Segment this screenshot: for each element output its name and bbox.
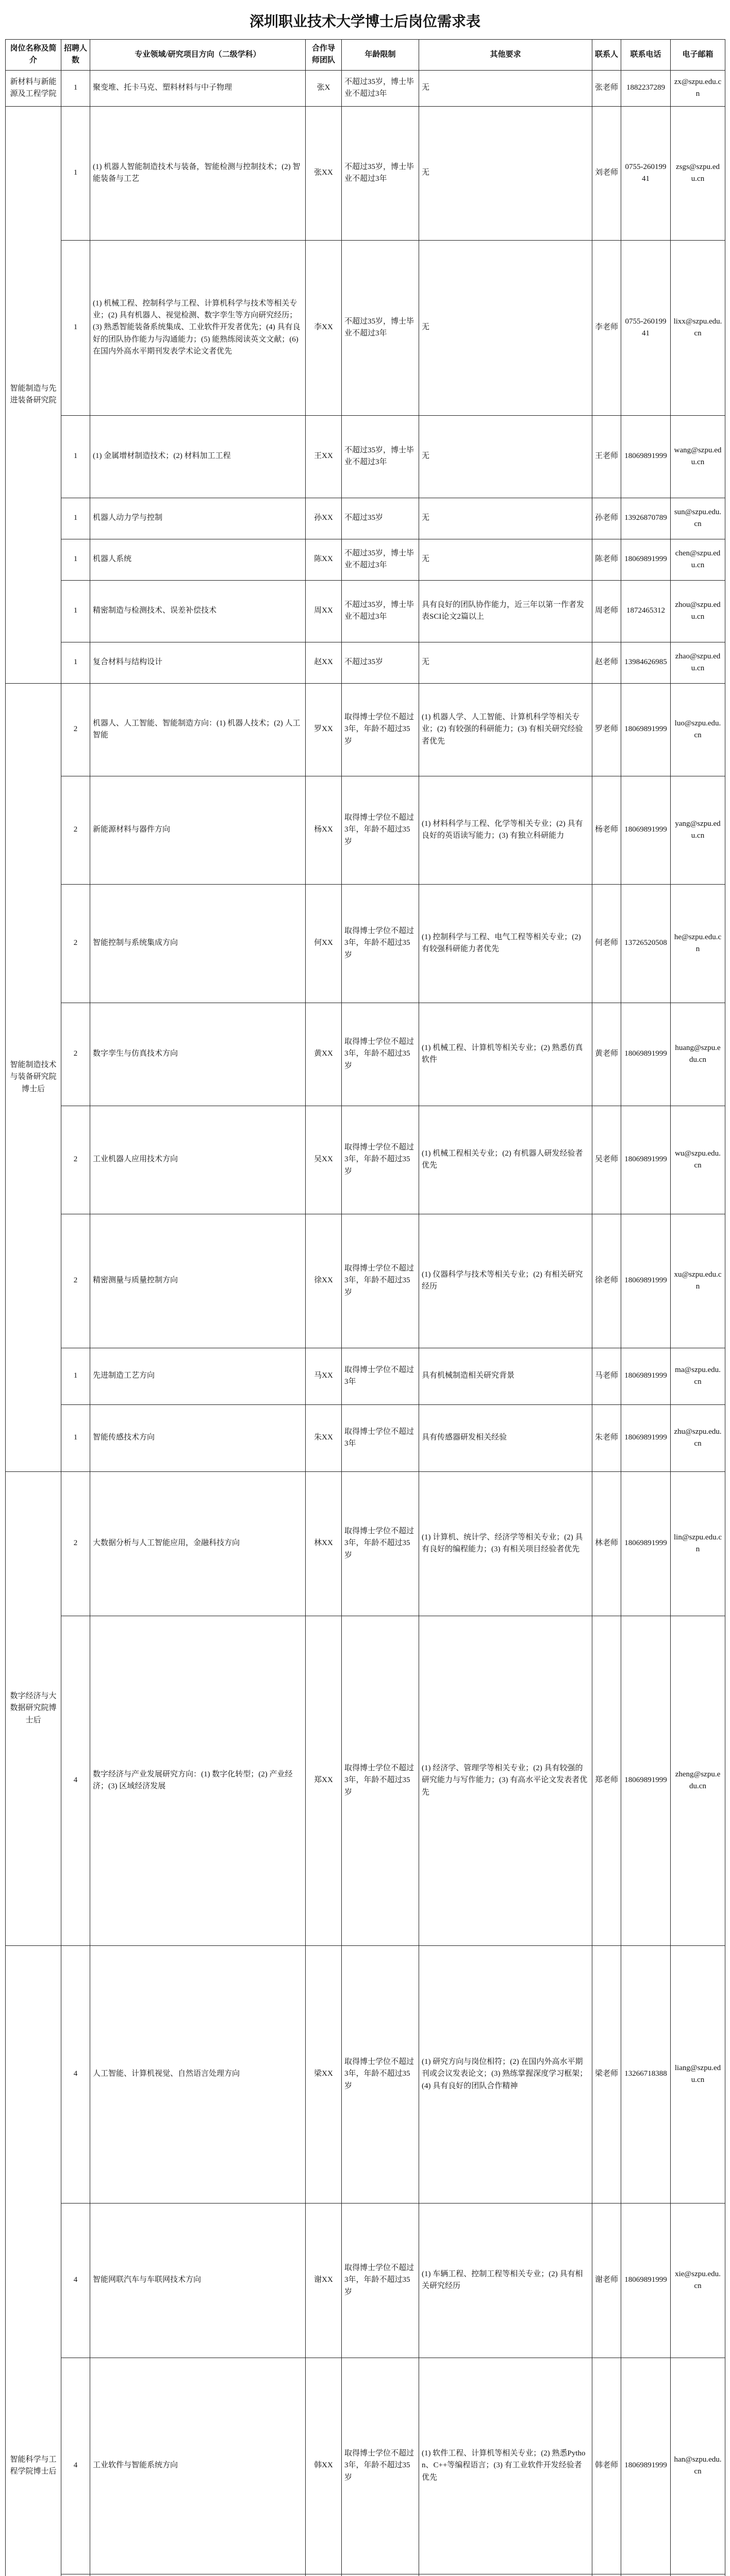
contact-cell: 徐老师 <box>592 1214 621 1348</box>
header-field: 专业领域/研究项目方向（二级学科） <box>90 40 306 71</box>
email-cell[interactable]: han@szpu.edu.cn <box>671 2358 725 2574</box>
header-contact: 联系人 <box>592 40 621 71</box>
contact-cell: 杨老师 <box>592 776 621 884</box>
other-cell: (1) 机器人学、人工智能、计算机科学等相关专业；(2) 有较强的科研能力；(3) 有相关研究经验者优先 <box>419 683 592 776</box>
field-cell: 智能传感技术方向 <box>90 1404 306 1471</box>
count-cell: 1 <box>61 498 90 539</box>
phone-cell: 18069891999 <box>621 1471 671 1616</box>
email-cell[interactable]: xu@szpu.edu.cn <box>671 1214 725 1348</box>
mentor-cell <box>306 2574 342 2576</box>
age-cell: 取得博士学位不超过3年，年龄不超过35岁 <box>342 1214 419 1348</box>
table-row <box>6 1616 725 1945</box>
email-cell[interactable]: zheng@szpu.edu.cn <box>671 1616 725 1945</box>
email-cell[interactable]: zhu@szpu.edu.cn <box>671 1404 725 1471</box>
table-row <box>6 106 725 240</box>
field-cell: 聚变堆、托卡马克、塑料材料与中子物理 <box>90 70 306 106</box>
age-cell: 不超过35岁 <box>342 498 419 539</box>
age-cell: 取得博士学位不超过3年，年龄不超过35岁 <box>342 1471 419 1616</box>
phone-cell: 18069891999 <box>621 415 671 498</box>
count-cell: 4 <box>61 1945 90 2203</box>
station-cell: 智能科学与工程学院博士后 <box>6 1945 61 2576</box>
other-cell: 无 <box>419 240 592 415</box>
contact-cell: 张老师 <box>592 70 621 106</box>
age-cell: 不超过35岁，博士毕业不超过3年 <box>342 539 419 580</box>
count-cell: 4 <box>61 2358 90 2574</box>
age-cell: 不超过35岁，博士毕业不超过3年 <box>342 415 419 498</box>
field-cell: 先进制造工艺方向 <box>90 1348 306 1404</box>
mentor-cell: 张X <box>306 70 342 106</box>
email-cell[interactable]: sun@szpu.edu.cn <box>671 498 725 539</box>
email-cell[interactable]: xie@szpu.edu.cn <box>671 2203 725 2358</box>
other-cell: 无 <box>419 539 592 580</box>
age-cell: 取得博士学位不超过3年，年龄不超过35岁 <box>342 1616 419 1945</box>
station-cell: 数字经济与大数据研究院博士后 <box>6 1471 61 1945</box>
mentor-cell: 周XX <box>306 580 342 642</box>
age-cell: 不超过35岁 <box>342 642 419 683</box>
field-cell: 精密测量与质量控制方向 <box>90 1214 306 1348</box>
header-station: 岗位名称及简介 <box>6 40 61 71</box>
field-cell: 工业软件与智能系统方向 <box>90 2358 306 2574</box>
header-mentor: 合作导师团队 <box>306 40 342 71</box>
mentor-cell: 何XX <box>306 884 342 1003</box>
table-row <box>6 580 725 642</box>
phone-cell: 18069891999 <box>621 1404 671 1471</box>
other-cell: 具有良好的团队协作能力，近三年以第一作者发表SCI论文2篇以上 <box>419 580 592 642</box>
age-cell: 取得博士学位不超过3年 <box>342 1348 419 1404</box>
mentor-cell: 陈XX <box>306 539 342 580</box>
mentor-cell: 马XX <box>306 1348 342 1404</box>
email-cell[interactable]: he@szpu.edu.cn <box>671 884 725 1003</box>
field-cell: 大数据分析与人工智能应用，金融科技方向 <box>90 1471 306 1616</box>
table-row <box>6 1214 725 1348</box>
count-cell: 2 <box>61 884 90 1003</box>
contact-cell: 孙老师 <box>592 498 621 539</box>
contact-cell: 陈老师 <box>592 539 621 580</box>
age-cell: 取得博士学位不超过3年，年龄不超过35岁 <box>342 2358 419 2574</box>
other-cell: 无 <box>419 498 592 539</box>
other-cell: 具有传感器研发相关经验 <box>419 1404 592 1471</box>
table-row <box>6 776 725 884</box>
phone-cell: 18069891999 <box>621 2358 671 2574</box>
contact-cell <box>592 2574 621 2576</box>
contact-cell: 韩老师 <box>592 2358 621 2574</box>
other-cell: (1) 研究方向与岗位相符；(2) 在国内外高水平期刊或会议发表论文；(3) 熟练掌握深度学习框架；(4) 具有良好的团队合作精神 <box>419 1945 592 2203</box>
count-cell: 4 <box>61 1616 90 1945</box>
mentor-cell: 王XX <box>306 415 342 498</box>
count-cell: 1 <box>61 106 90 240</box>
other-cell: 无 <box>419 415 592 498</box>
email-cell[interactable]: ma@szpu.edu.cn <box>671 1348 725 1404</box>
field-cell: 精密制造与检测技术、误差补偿技术 <box>90 580 306 642</box>
other-cell: (1) 机械工程相关专业；(2) 有机器人研发经验者优先 <box>419 1106 592 1214</box>
other-cell: (1) 材料科学与工程、化学等相关专业；(2) 具有良好的英语读写能力；(3) 有独立科研能力 <box>419 776 592 884</box>
phone-cell: 13926870789 <box>621 498 671 539</box>
table-row <box>6 498 725 539</box>
age-cell: 取得博士学位不超过3年，年龄不超过35岁 <box>342 776 419 884</box>
count-cell: 1 <box>61 580 90 642</box>
phone-cell: 18069891999 <box>621 1214 671 1348</box>
email-cell[interactable]: wu@szpu.edu.cn <box>671 1106 725 1214</box>
contact-cell: 周老师 <box>592 580 621 642</box>
mentor-cell: 吴XX <box>306 1106 342 1214</box>
field-cell <box>90 2574 306 2576</box>
count-cell: 2 <box>61 1471 90 1616</box>
phone-cell: 18069891999 <box>621 683 671 776</box>
count-cell: 2 <box>61 683 90 776</box>
contact-cell: 吴老师 <box>592 1106 621 1214</box>
field-cell: 数字经济与产业发展研究方向：(1) 数字化转型；(2) 产业经济；(3) 区域经济发展 <box>90 1616 306 1945</box>
age-cell: 不超过35岁，博士毕业不超过3年 <box>342 106 419 240</box>
age-cell: 取得博士学位不超过3年，年龄不超过35岁 <box>342 1945 419 2203</box>
table-row <box>6 1348 725 1404</box>
mentor-cell: 韩XX <box>306 2358 342 2574</box>
mentor-cell: 李XX <box>306 240 342 415</box>
table-row <box>6 683 725 776</box>
phone-cell: 18069891999 <box>621 1616 671 1945</box>
email-cell[interactable]: zhou@szpu.edu.cn <box>671 580 725 642</box>
age-cell: 取得博士学位不超过3年，年龄不超过35岁 <box>342 2203 419 2358</box>
field-cell: 工业机器人应用技术方向 <box>90 1106 306 1214</box>
contact-cell: 赵老师 <box>592 642 621 683</box>
other-cell: (1) 机械工程、计算机等相关专业；(2) 熟悉仿真软件 <box>419 1003 592 1106</box>
other-cell: (1) 计算机、统计学、经济学等相关专业；(2) 具有良好的编程能力；(3) 有相关项目经验者优先 <box>419 1471 592 1616</box>
age-cell: 不超过35岁，博士毕业不超过3年 <box>342 70 419 106</box>
contact-cell: 谢老师 <box>592 2203 621 2358</box>
field-cell: (1) 金属增材制造技术；(2) 材料加工工程 <box>90 415 306 498</box>
contact-cell: 王老师 <box>592 415 621 498</box>
age-cell: 取得博士学位不超过3年，年龄不超过35岁 <box>342 884 419 1003</box>
mentor-cell: 赵XX <box>306 642 342 683</box>
table-row <box>6 2358 725 2574</box>
mentor-cell: 罗XX <box>306 683 342 776</box>
email-cell[interactable] <box>671 2574 725 2576</box>
mentor-cell: 张XX <box>306 106 342 240</box>
table-row <box>6 1945 725 2203</box>
count-cell: 2 <box>61 1003 90 1106</box>
phone-cell: 18069891999 <box>621 539 671 580</box>
phone-cell: 0755-26019941 <box>621 240 671 415</box>
field-cell: 机器人动力学与控制 <box>90 498 306 539</box>
contact-cell: 朱老师 <box>592 1404 621 1471</box>
table-row <box>6 884 725 1003</box>
count-cell: 1 <box>61 642 90 683</box>
other-cell: (1) 车辆工程、控制工程等相关专业；(2) 具有相关研究经历 <box>419 2203 592 2358</box>
email-cell[interactable]: luo@szpu.edu.cn <box>671 683 725 776</box>
phone-cell <box>621 2574 671 2576</box>
phone-cell: 18069891999 <box>621 776 671 884</box>
field-cell: 人工智能、计算机视觉、自然语言处理方向 <box>90 1945 306 2203</box>
header-age: 年龄限制 <box>342 40 419 71</box>
age-cell: 取得博士学位不超过3年，年龄不超过35岁 <box>342 683 419 776</box>
phone-cell: 1872465312 <box>621 580 671 642</box>
count-cell: 1 <box>61 539 90 580</box>
count-cell: 1 <box>61 1348 90 1404</box>
other-cell: (1) 控制科学与工程、电气工程等相关专业；(2) 有较强科研能力者优先 <box>419 884 592 1003</box>
phone-cell: 18069891999 <box>621 2203 671 2358</box>
email-cell[interactable]: zx@szpu.edu.cn <box>671 70 725 106</box>
age-cell: 不超过35岁，博士毕业不超过3年 <box>342 580 419 642</box>
contact-cell: 刘老师 <box>592 106 621 240</box>
field-cell: (1) 机械工程、控制科学与工程、计算机科学与技术等相关专业；(2) 具有机器人、视觉检测、数字孪生等方向研究经历；(3) 熟悉智能装备系统集成、工业软件开发者优先；(4) 具有良好的团队协作能力与沟通能力；(5) 能熟练阅读英文文献；(6) 在国内外高水平期刊发表学术论文者优先 <box>90 240 306 415</box>
header-email: 电子邮箱 <box>671 40 725 71</box>
count-cell: 1 <box>61 70 90 106</box>
count-cell: 1 <box>61 415 90 498</box>
field-cell: 智能网联汽车与车联网技术方向 <box>90 2203 306 2358</box>
email-cell[interactable]: liang@szpu.edu.cn <box>671 1945 725 2203</box>
contact-cell: 黄老师 <box>592 1003 621 1106</box>
contact-cell: 梁老师 <box>592 1945 621 2203</box>
mentor-cell: 孙XX <box>306 498 342 539</box>
age-cell: 取得博士学位不超过3年 <box>342 1404 419 1471</box>
email-cell[interactable]: wang@szpu.edu.cn <box>671 415 725 498</box>
phone-cell: 13726520508 <box>621 884 671 1003</box>
phone-cell: 1882237289 <box>621 70 671 106</box>
count-cell: 1 <box>61 240 90 415</box>
email-cell[interactable]: zhao@szpu.edu.cn <box>671 642 725 683</box>
count-cell <box>61 2574 90 2576</box>
field-cell: 数字孪生与仿真技术方向 <box>90 1003 306 1106</box>
table-row <box>6 1106 725 1214</box>
postdoc-table <box>5 39 725 2576</box>
email-cell[interactable]: lixx@szpu.edu.cn <box>671 240 725 415</box>
other-cell <box>419 2574 592 2576</box>
station-cell: 新材料与新能源及工程学院 <box>6 70 61 106</box>
field-cell: 机器人、人工智能、智能制造方向：(1) 机器人技术；(2) 人工智能 <box>90 683 306 776</box>
phone-cell: 18069891999 <box>621 1003 671 1106</box>
station-cell: 智能制造技术与装备研究院博士后 <box>6 683 61 1471</box>
email-cell[interactable]: yang@szpu.edu.cn <box>671 776 725 884</box>
table-header-row <box>6 40 725 71</box>
other-cell: 具有机械制造相关研究背景 <box>419 1348 592 1404</box>
mentor-cell: 梁XX <box>306 1945 342 2203</box>
contact-cell: 李老师 <box>592 240 621 415</box>
age-cell: 取得博士学位不超过3年，年龄不超过35岁 <box>342 1106 419 1214</box>
count-cell: 1 <box>61 1404 90 1471</box>
table-row <box>6 2574 725 2576</box>
mentor-cell: 林XX <box>306 1471 342 1616</box>
table-row <box>6 2203 725 2358</box>
mentor-cell: 郑XX <box>306 1616 342 1945</box>
other-cell: (1) 仪器科学与技术等相关专业；(2) 有相关研究经历 <box>419 1214 592 1348</box>
phone-cell: 13984626985 <box>621 642 671 683</box>
email-cell[interactable]: zsgs@szpu.edu.cn <box>671 106 725 240</box>
mentor-cell: 杨XX <box>306 776 342 884</box>
table-row <box>6 415 725 498</box>
field-cell: 新能源材料与器件方向 <box>90 776 306 884</box>
age-cell: 取得博士学位不超过3年，年龄不超过35岁 <box>342 1003 419 1106</box>
field-cell: (1) 机器人智能制造技术与装备，智能检测与控制技术；(2) 智能装备与工艺 <box>90 106 306 240</box>
table-row <box>6 1003 725 1106</box>
other-cell: (1) 软件工程、计算机等相关专业；(2) 熟悉Python、C++等编程语言；(3) 有工业软件开发经验者优先 <box>419 2358 592 2574</box>
header-count: 招聘人数 <box>61 40 90 71</box>
email-cell[interactable]: chen@szpu.edu.cn <box>671 539 725 580</box>
header-phone: 联系电话 <box>621 40 671 71</box>
age-cell: 不超过35岁，博士毕业不超过3年 <box>342 240 419 415</box>
email-cell[interactable]: lin@szpu.edu.cn <box>671 1471 725 1616</box>
mentor-cell: 朱XX <box>306 1404 342 1471</box>
phone-cell: 0755-26019941 <box>621 106 671 240</box>
age-cell <box>342 2574 419 2576</box>
contact-cell: 马老师 <box>592 1348 621 1404</box>
contact-cell: 郑老师 <box>592 1616 621 1945</box>
contact-cell: 林老师 <box>592 1471 621 1616</box>
table-row <box>6 1471 725 1616</box>
table-row <box>6 642 725 683</box>
field-cell: 机器人系统 <box>90 539 306 580</box>
other-cell: 无 <box>419 106 592 240</box>
phone-cell: 13266718388 <box>621 1945 671 2203</box>
mentor-cell: 黄XX <box>306 1003 342 1106</box>
count-cell: 2 <box>61 1214 90 1348</box>
phone-cell: 18069891999 <box>621 1106 671 1214</box>
page-title: 深圳职业技术大学博士后岗位需求表 <box>249 14 480 30</box>
station-cell: 智能制造与先进装备研究院 <box>6 106 61 683</box>
count-cell: 2 <box>61 776 90 884</box>
table-row <box>6 240 725 415</box>
other-cell: 无 <box>419 70 592 106</box>
other-cell: (1) 经济学、管理学等相关专业；(2) 具有较强的研究能力与写作能力；(3) 有高水平论文发表者优先 <box>419 1616 592 1945</box>
table-row <box>6 70 725 106</box>
field-cell: 复合材料与结构设计 <box>90 642 306 683</box>
phone-cell: 18069891999 <box>621 1348 671 1404</box>
other-cell: 无 <box>419 642 592 683</box>
mentor-cell: 徐XX <box>306 1214 342 1348</box>
header-other: 其他要求 <box>419 40 592 71</box>
contact-cell: 何老师 <box>592 884 621 1003</box>
table-row <box>6 539 725 580</box>
count-cell: 2 <box>61 1106 90 1214</box>
field-cell: 智能控制与系统集成方向 <box>90 884 306 1003</box>
count-cell: 4 <box>61 2203 90 2358</box>
table-body <box>6 70 725 2576</box>
mentor-cell: 谢XX <box>306 2203 342 2358</box>
email-cell[interactable]: huang@szpu.edu.cn <box>671 1003 725 1106</box>
contact-cell: 罗老师 <box>592 683 621 776</box>
table-row <box>6 1404 725 1471</box>
